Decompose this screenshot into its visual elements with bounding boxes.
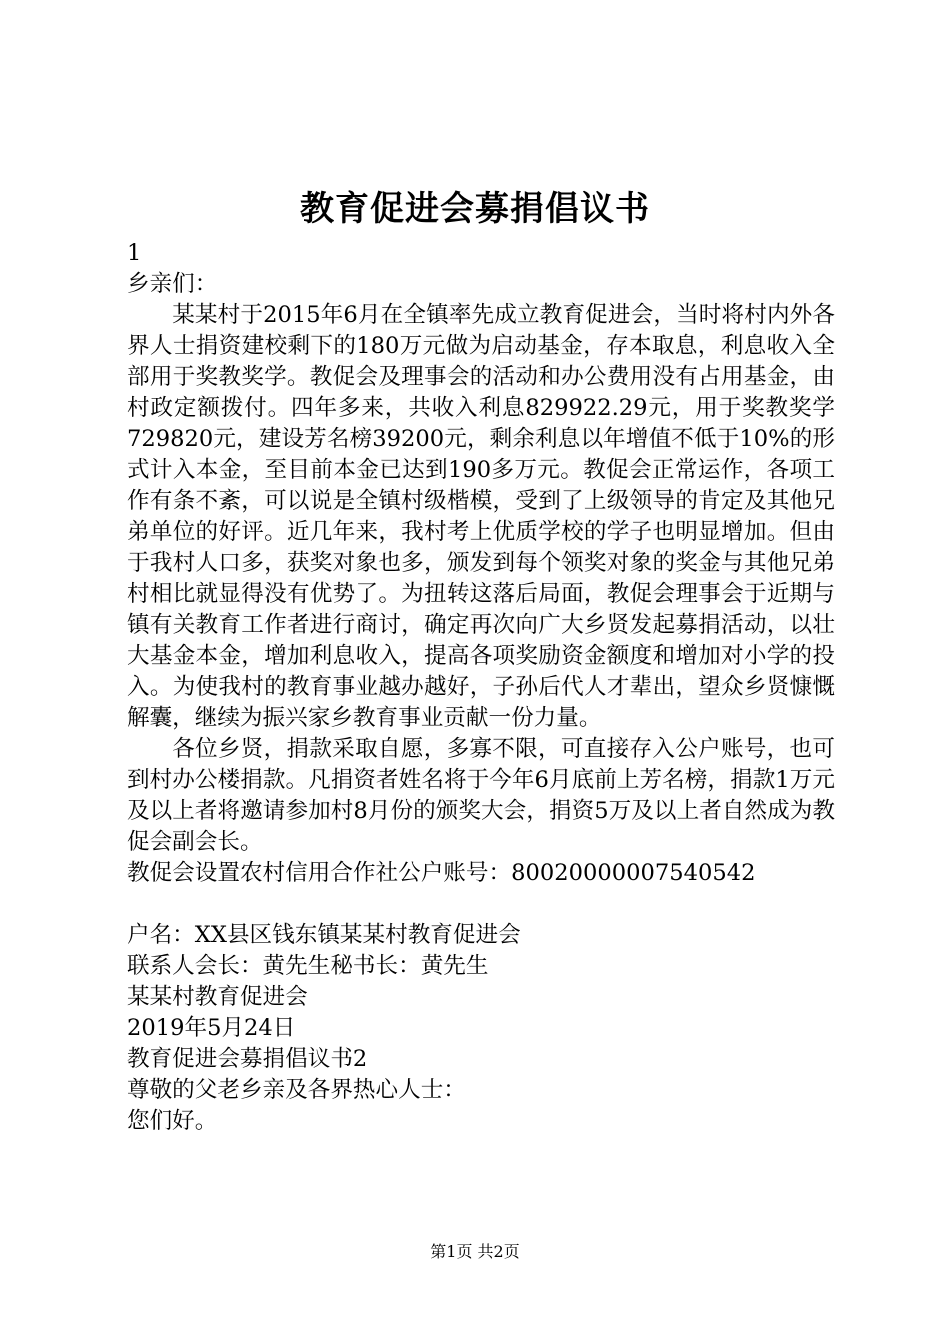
second-document-title: 教育促进会募捐倡议书2 <box>127 1046 368 1072</box>
signature-date: 2019年5月24日 <box>127 1015 296 1041</box>
greeting: 乡亲们： <box>127 271 218 297</box>
body-paragraph-1: 某某村于2015年6月在全镇率先成立教育促进会，当时将村内外各界人士捐资建校剩下的180万元做为启动基金，存本取息，利息收入全部用于奖教奖学。教促会及理事会的活动和办公费用没有占用基金，由村政定额拨付。四年多来，共收入利息829922.29元，用于奖教奖学729820元，建设芳名榜39200元，剩余利息以年增值不低于10%的形式计入本金，至目前本金已达到190多万元。教促会正常运作，各项工作有条不紊，可以说是全镇村级楷模，受到了上级领导的肯定及其他兄弟单位的好评。近几年来，我村考上优质学校的学子也明显增加。但由于我村人口多，获奖对象也多，颁发到每个领奖对象的奖金与其他兄弟村相比就显得没有优势了。为扭转这落后局面，教促会理事会于近期与镇有关教育工作者进行商讨，确定再次向广大乡贤发起募捐活动，以壮大基金本金，增加利息收入，提高各项奖励资金额度和增加对小学的投入。为使我村的教育事业越办越好，子孙后代人才辈出，望众乡贤慷慨解囊，继续为振兴家乡教育事业贡献一份力量。 <box>127 302 835 731</box>
signature-organization: 某某村教育促进会 <box>127 984 308 1010</box>
account-name-line: 户名：XX县区钱东镇某某村教育促进会 <box>127 922 521 948</box>
second-greeting: 您们好。 <box>127 1108 218 1134</box>
document-title: 教育促进会募捐倡议书 <box>300 189 650 229</box>
blank-line <box>127 889 835 920</box>
document-body <box>127 238 835 1137</box>
contact-line: 联系人会长：黄先生秘书长：黄先生 <box>127 953 489 979</box>
account-number-line: 教促会设置农村信用合作社公户账号：80020000007540542 <box>127 860 756 886</box>
section-number: 1 <box>127 240 142 266</box>
page-footer: 第1页 共2页 <box>430 1242 520 1261</box>
body-paragraph-2: 各位乡贤，捐款采取自愿，多寡不限，可直接存入公户账号，也可到村办公楼捐款。凡捐资者姓名将于今年6月底前上芳名榜，捐款1万元及以上者将邀请参加村8月份的颁奖大会，捐资5万及以上者自然成为教促会副会长。 <box>127 736 835 855</box>
second-salutation: 尊敬的父老乡亲及各界热心人士： <box>127 1077 466 1103</box>
